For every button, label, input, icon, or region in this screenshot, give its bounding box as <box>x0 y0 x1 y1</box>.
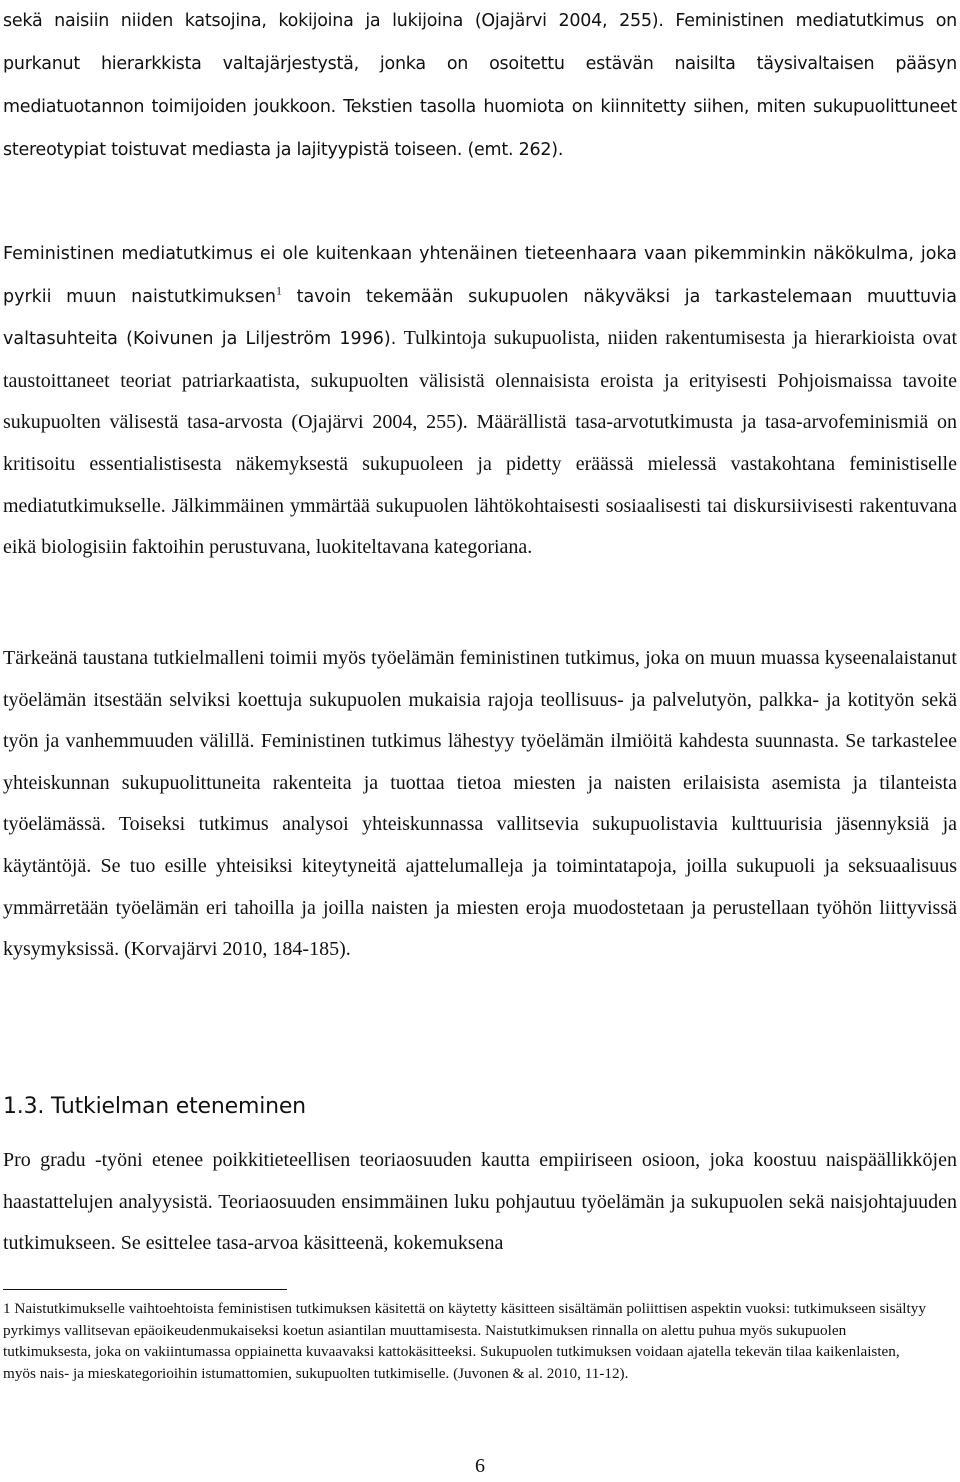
paragraph-text-sans: Feministinen mediatutkimus ei ole kuitenkaan yhtenäinen tieteenhaara vaan pikemminkin näkökulma, joka pyrkii muun naistutkimuksen <box>3 244 957 307</box>
paragraph-text-sans-cont: tavoin tekemään sukupuolen näkyväksi ja tarkastelemaan muuttuvia valtasuhteita (Koivunen ja Liljeström 1996). <box>3 286 957 350</box>
footnote: 1 Naistutkimukselle vaihtoehtoista feministisen tutkimuksen käsitettä on käytetty käsitteen sisältämän poliittisen aspektin vuoksi: tutkimukseen sisältyy pyrkimys vallitsevan epäoikeudenmukaiseksi koetun asiantilan muuttamisesta. Naistutkimuksen rinnalla on alettu puhua myös sukupuolen tutkimuksesta, joka on vakiintumassa oppiainetta kuvaavaksi kattokäsitteeksi. Sukupuolen tutkimuksen voidaan ajatella tekevän tilaa kaikenlaisten, myös nais- ja mieskategorioihin istumattomien, sukupuolten tutkimiselle. (Juvonen & al. 2010, 11-12). <box>3 1300 926 1382</box>
paragraph-text-serif: Tulkintoja sukupuolista, niiden rakentumisesta ja hierarkioista ovat taustoittaneet teoriat patriarkaatista, sukupuolten välisistä olennaisista eroista ja erityisesti Pohjoismaissa tavoite sukupuolten välisestä tasa-arvosta (Ojajärvi 2004, 255). Määrällistä tasa-arvotutkimusta ja tasa-arvofeminismiä on kritisoitu essentialistisesta näkemyksestä sukupuoleen ja pidetty eräässä mielessä vastakohtana feministiselle mediatutkimukselle. Jälkimmäinen ymmärtää sukupuolen lähtökohtaisesti sosiaalisesti tai diskursiivisesti rakentuvana eikä biologisiin faktoihin perustuvana, luokiteltavana kategoriana. <box>3 327 957 559</box>
section-heading: 1.3. Tutkielman eteneminen <box>3 1094 306 1119</box>
paragraph-text: Pro gradu -työni etenee poikkitieteellisen teoriaosuuden kautta empiiriseen osioon, joka koostuu naispäällikköjen haastattelujen analyysistä. Teoriaosuuden ensimmäinen luku pohjautuu työelämän ja sukupuolen sekä naisjohtajuuden tutkimukseen. Se esittelee tasa-arvoa käsitteenä, kokemuksena <box>3 1149 957 1255</box>
paragraph-working-life-research <box>3 638 957 971</box>
paragraph-thesis-progress <box>3 1140 957 1265</box>
paragraph-text: sekä naisiin niiden katsojina, kokijoina ja lukijoina (Ojajärvi 2004, 255). Feministinen mediatutkimus on purkanut hierarkkista valtajärjestystä, jonka on osoitettu estävän naisilta täysivaltaisen pääsyn mediatuotannon toimijoiden joukkoon. Tekstien tasolla huomiota on kiinnitetty siihen, miten sukupuolittuneet stereotypiat toistuvat mediasta ja lajityypistä toiseen. (emt. 262). <box>3 11 957 160</box>
paragraph-media-research <box>3 0 957 172</box>
page-number: 6 <box>475 1455 485 1477</box>
footnote-divider <box>3 1289 287 1290</box>
footnote-marker[interactable]: 1 <box>276 282 283 297</box>
paragraph-feminist-research <box>3 233 957 569</box>
paragraph-text: Tärkeänä taustana tutkielmalleni toimii myös työelämän feministinen tutkimus, joka on muun muassa kyseenalaistanut työelämän itsestään selviksi koettuja sukupuolen mukaisia rajoja teollisuus- ja palvelutyön, palkka- ja kotityön sekä työn ja vanhemmuuden välillä. Feministinen tutkimus lähestyy työelämän ilmiöitä kahdesta suunnasta. Se tarkastelee yhteiskunnan sukupuolittuneita rakenteita ja tuottaa tietoa miesten ja naisten erilaisista asemista ja tilanteista työelämässä. Toiseksi tutkimus analysoi yhteiskunnassa vallitsevia sukupuolistavia kulttuurisia jäsennyksiä ja käytäntöjä. Se tuo esille yhteisiksi kiteytyneitä ajattelumalleja ja toimintatapoja, joilla sukupuoli ja seksuaalisuus ymmärretään työelämän eri tahoilla ja joilla naisten ja miesten eroja muodostetaan ja perustellaan työhön liittyvissä kysymyksissä. (Korvajärvi 2010, 184-185). <box>3 647 957 961</box>
